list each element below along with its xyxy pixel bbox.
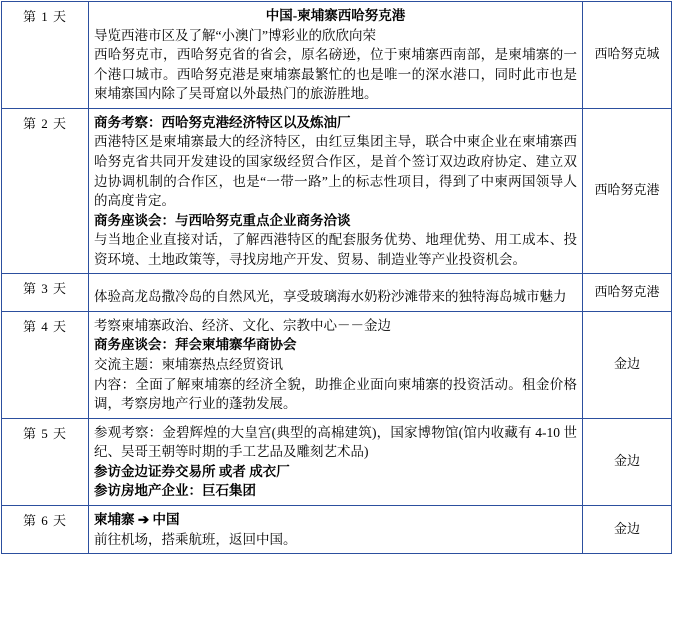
- day-content: [89, 505, 583, 553]
- content-line: 考察柬埔寨政治、经济、文化、宗教中心－－金边: [94, 317, 391, 333]
- content-line: 参访金边证券交易所 或者 成衣厂: [94, 463, 290, 479]
- table-row: [2, 418, 672, 505]
- content-line: 参观考察：金碧辉煌的大皇宫(典型的高棉建筑)，国家博物馆(馆内收藏有 4-10 世纪、吴哥王朝等时期的手工艺品及雕刻艺术品): [94, 424, 577, 460]
- city-label: 金边: [583, 311, 672, 418]
- content-spacer: [94, 278, 577, 287]
- city-label: 西哈努克港: [583, 108, 672, 274]
- content-line: 前往机场，搭乘航班，返回中国。: [94, 531, 297, 547]
- day-content: [89, 2, 583, 109]
- city-label: 金边: [583, 418, 672, 505]
- content-line: 商务座谈会：拜会柬埔寨华商协会: [94, 337, 297, 353]
- table-row: [2, 311, 672, 418]
- day-label: 第 5 天: [2, 418, 89, 505]
- content-line: 交流主题：柬埔寨热点经贸资讯: [94, 357, 283, 372]
- content-line: 西港特区是柬埔寨最大的经济特区，由红豆集团主导，联合中柬企业在柬埔寨西哈努克省共同开发建设的国家级经贸合作区，是首个签订双边政府协定、建立双边协调机制的合作区，也是“一带一路”上的标志性项目，得到了中柬两国领导人的高度肯定。: [94, 134, 577, 209]
- day-label: 第 2 天: [2, 108, 89, 274]
- day-content: [89, 311, 583, 418]
- content-line: 中国-柬埔寨西哈努克港: [265, 8, 406, 23]
- content-line: 西哈努克市，西哈努克省的省会，原名磅逊，位于柬埔寨西南部，是柬埔寨的一个港口城市。西哈努克港是柬埔寨最繁忙的也是唯一的深水港口，同时此市也是柬埔寨国内除了吴哥窟以外最热门的旅游胜地。: [94, 47, 577, 102]
- content-line: 参访房地产企业：巨石集团: [94, 483, 256, 499]
- itinerary-table-body: [2, 2, 672, 554]
- content-line: 导览西港市区及了解“小澳门”博彩业的欣欣向荣: [94, 27, 376, 43]
- content-line: 商务座谈会：与西哈努克重点企业商务洽谈: [94, 212, 351, 228]
- content-line: 柬埔寨 ➔ 中国: [94, 511, 180, 527]
- day-label: 第 4 天: [2, 311, 89, 418]
- day-label: 第 1 天: [2, 2, 89, 109]
- table-row: [2, 2, 672, 109]
- city-label: 西哈努克城: [583, 2, 672, 109]
- city-label: 金边: [583, 505, 672, 553]
- day-content: [89, 418, 583, 505]
- day-content: [89, 108, 583, 274]
- table-row: [2, 274, 672, 312]
- content-line: 商务考察：西哈努克港经济特区以及炼油厂: [94, 114, 351, 130]
- table-row: [2, 505, 672, 553]
- content-line: 内容：全面了解柬埔寨的经济全貌，助推企业面向柬埔寨的投资活动。租金价格调，考察房地产行业的蓬勃发展。: [94, 376, 577, 412]
- day-label: 第 3 天: [2, 274, 89, 312]
- day-content: [89, 274, 583, 312]
- content-line: 与当地企业直接对话，了解西港特区的配套服务优势、地理优势、用工成本、投资环境、土地政策等，寻找房地产开发、贸易、制造业等产业投资机会。: [94, 232, 577, 267]
- table-row: [2, 108, 672, 274]
- day-label: 第 6 天: [2, 505, 89, 553]
- city-label: 西哈努克港: [583, 274, 672, 312]
- content-line: 体验高龙岛撒冷岛的自然风光，享受玻璃海水奶粉沙滩带来的独特海岛城市魅力: [94, 289, 567, 305]
- itinerary-table: [1, 1, 672, 554]
